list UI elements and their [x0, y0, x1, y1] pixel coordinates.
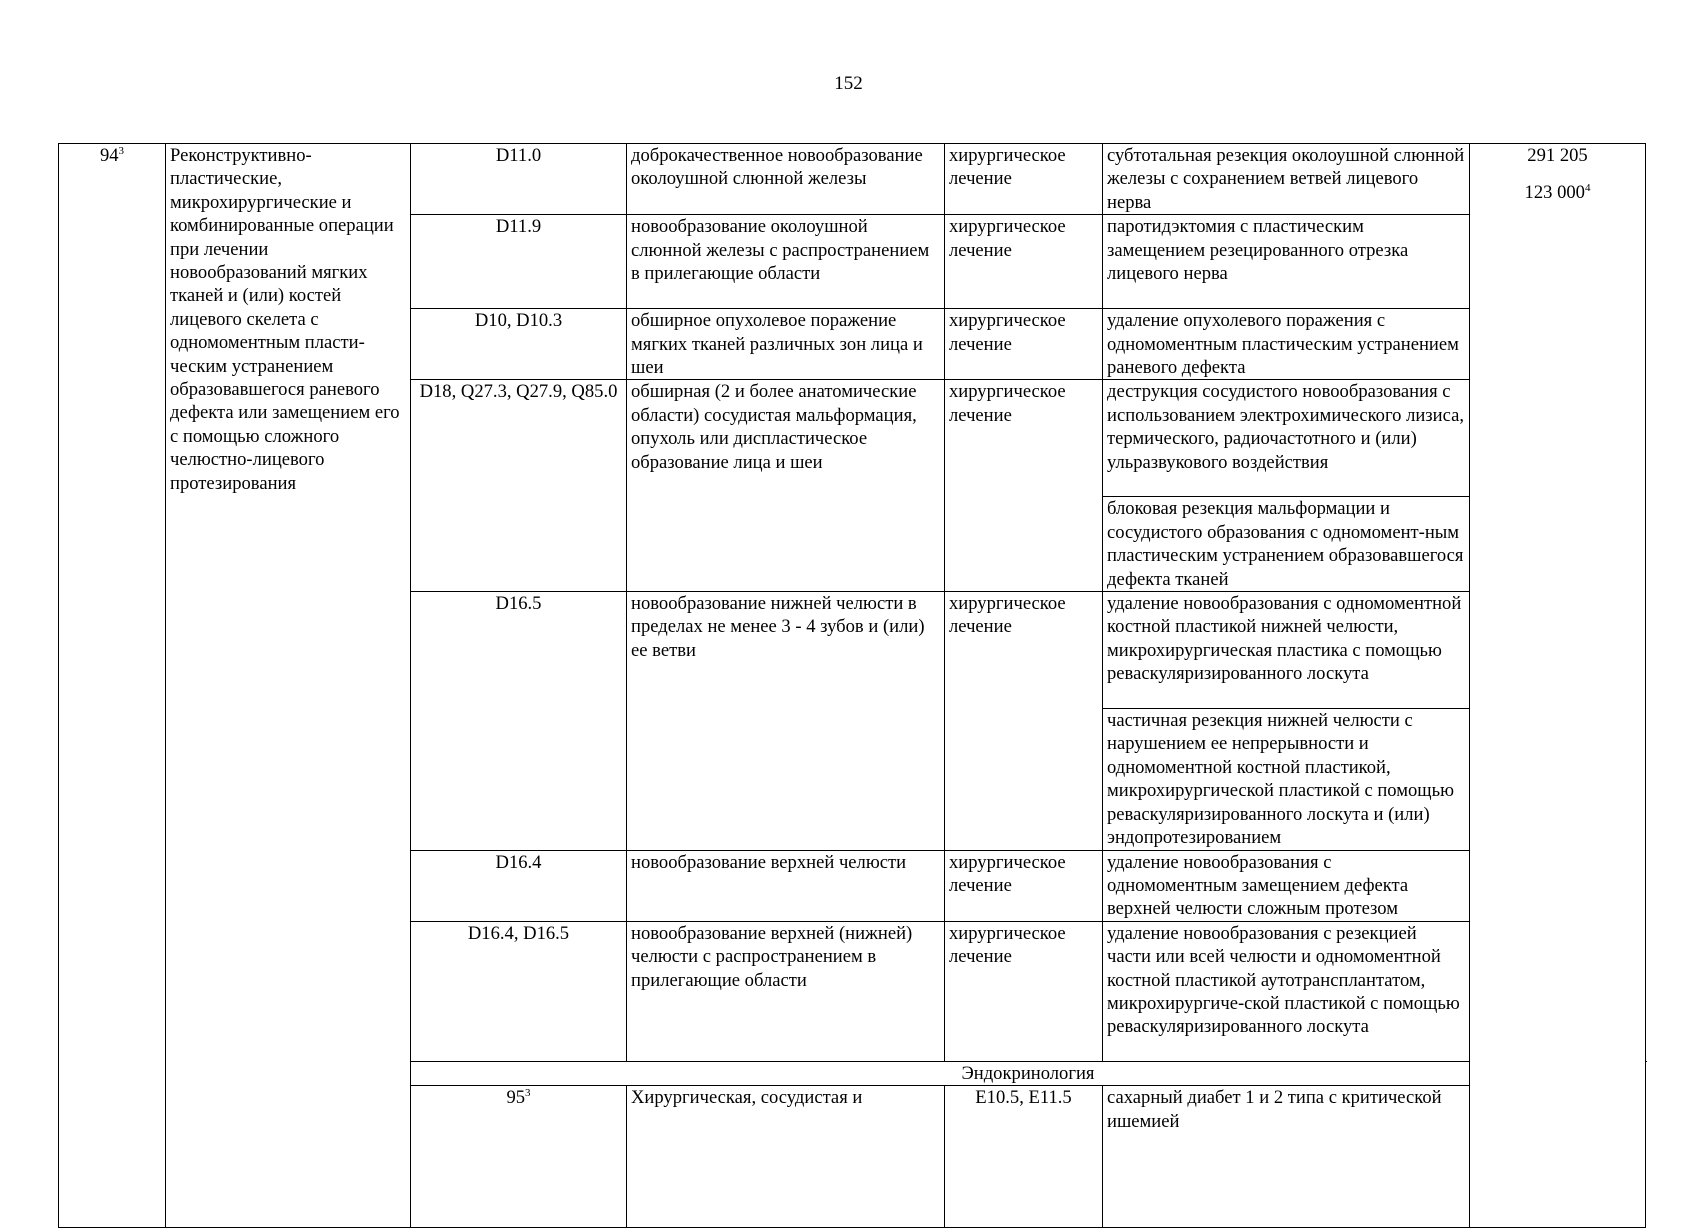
diagnosis: обширное опухолевое поражение мягких тканей различных зон лица и шеи — [627, 309, 945, 380]
treatment-method: блоковая резекция мальформации и сосудистого образования с одномомент-ным пластическим устранением образовавшегося дефекта тканей — [1103, 497, 1470, 592]
diagnosis: новообразование верхней челюсти — [627, 850, 945, 921]
treatment-method: удаление новообразования с одномоментным замещением дефекта верхней челюсти сложным протезом — [1103, 850, 1470, 921]
treatment-table — [58, 143, 1646, 1228]
diagnosis-code: D16.5 — [411, 592, 627, 850]
treatment-method: удаление опухолевого поражения с одномоментным пластическим устранением раневого дефекта — [1103, 309, 1470, 380]
treatment-method: деструкция сосудистого новообразования с использованием электрохимического лизиса, термического, радиочастотного и (или) ульразвукового воздействия — [1103, 380, 1470, 497]
treatment-method: частичная резекция нижней челюсти с нарушением ее непрерывности и одномоментной костной пластикой, микрохирургической пластикой с помощью реваскуляризированного лоскута и (или) эндопротезированием — [1103, 709, 1470, 850]
cost-value: 291 205 — [1527, 145, 1588, 166]
row-number: $95^3$ — [411, 1086, 627, 1227]
diagnosis: новообразование околоушной слюнной железы с распространением в прилегающие области — [627, 215, 945, 309]
diagnosis-code: D11.0 — [411, 144, 627, 215]
diagnosis-code: E10.5, E11.5 — [945, 1086, 1103, 1227]
treatment-method: удаление новообразования с одномоментной костной пластикой нижней челюсти, микрохирургическая пластика с помощью реваскуляризированного лоскута — [1103, 592, 1470, 709]
procedure-name: Реконструктивно-пластические, микрохирургические и комбинированные операции при лечении новообразований мягких тканей и (или) костей лицевого скелета с одномоментным пласти-ческим устранением образовавшегося раневого дефекта или замещением его с помощью сложного челюстно-лицевого протезирования — [166, 144, 411, 1228]
row-number: $94^3$ — [59, 144, 166, 1228]
cost-value-alt: 123 $000^4$ — [1524, 182, 1591, 204]
treatment-method: субтотальная резекция околоушной слюнной железы с сохранением ветвей лицевого нерва — [1103, 144, 1470, 215]
treatment-type: хирургическое лечение — [945, 144, 1103, 215]
diagnosis-code: D18, Q27.3, Q27.9, Q85.0 — [411, 380, 627, 592]
diagnosis: сахарный диабет 1 и 2 типа с критической ишемией — [1103, 1086, 1470, 1227]
page-number: 152 — [834, 73, 863, 94]
treatment-type: хирургическое лечение — [945, 215, 1103, 309]
treatment-type: хирургическое лечение — [945, 380, 1103, 592]
treatment-type: хирургическое лечение — [945, 850, 1103, 921]
diagnosis: доброкачественное новообразование околоушной слюнной железы — [627, 144, 945, 215]
treatment-method: паротидэктомия с пластическим замещением резецированного отрезка лицевого нерва — [1103, 215, 1470, 309]
table-row — [59, 144, 1646, 215]
diagnosis-code: D16.4 — [411, 850, 627, 921]
procedure-name: Хирургическая, сосудистая и — [627, 1086, 945, 1227]
diagnosis: обширная (2 и более анатомические области) сосудистая мальформация, опухоль или диспластическое образование лица и шеи — [627, 380, 945, 592]
diagnosis: новообразование верхней (нижней) челюсти с распространением в прилегающие области — [627, 921, 945, 1061]
section-title: Эндокринология — [411, 1061, 1646, 1085]
diagnosis-code: D11.9 — [411, 215, 627, 309]
treatment-type: хирургическое лечение — [945, 592, 1103, 850]
diagnosis: новообразование нижней челюсти в пределах не менее 3 - 4 зубов и (или) ее ветви — [627, 592, 945, 850]
treatment-type: хирургическое лечение — [945, 921, 1103, 1061]
diagnosis-code: D16.4, D16.5 — [411, 921, 627, 1061]
diagnosis-code: D10, D10.3 — [411, 309, 627, 380]
treatment-method: удаление новообразования с резекцией части или всей челюсти и одномоментной костной пластикой аутотрансплантатом, микрохирургиче-ской пластикой с помощью реваскуляризированного лоскута — [1103, 921, 1470, 1061]
treatment-type: хирургическое лечение — [945, 309, 1103, 380]
